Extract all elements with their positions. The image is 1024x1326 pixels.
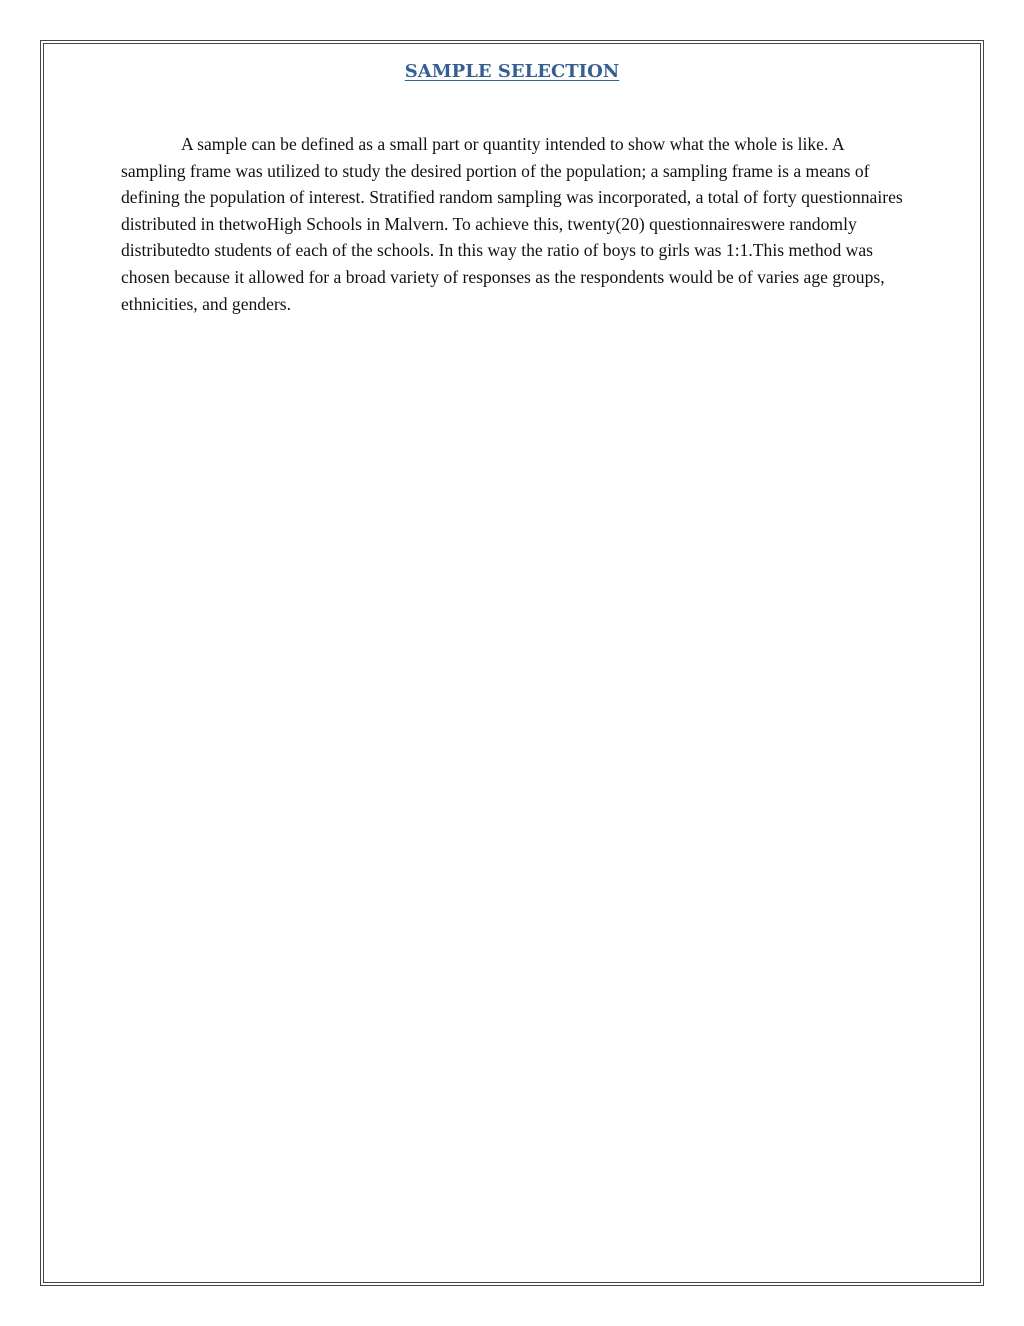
section-heading: SAMPLE SELECTION xyxy=(404,61,620,82)
body-paragraph: A sample can be defined as a small part or quantity intended to show what the whole is like. A sampling frame was utilized to study the desired portion of the population; a sampling frame is a means of defining the population of interest. Stratified random sampling was incorporated, a total of forty questionnaires distributed in thetwoHigh Schools in Malvern. To achieve this, twenty(20) questionnaireswere randomly distributedto students of each of the schools. In this way the ratio of boys to girls was 1:1.This method was chosen because it allowed for a broad variety of responses as the respondents would be of varies age groups, ethnicities, and genders. xyxy=(121,134,903,314)
